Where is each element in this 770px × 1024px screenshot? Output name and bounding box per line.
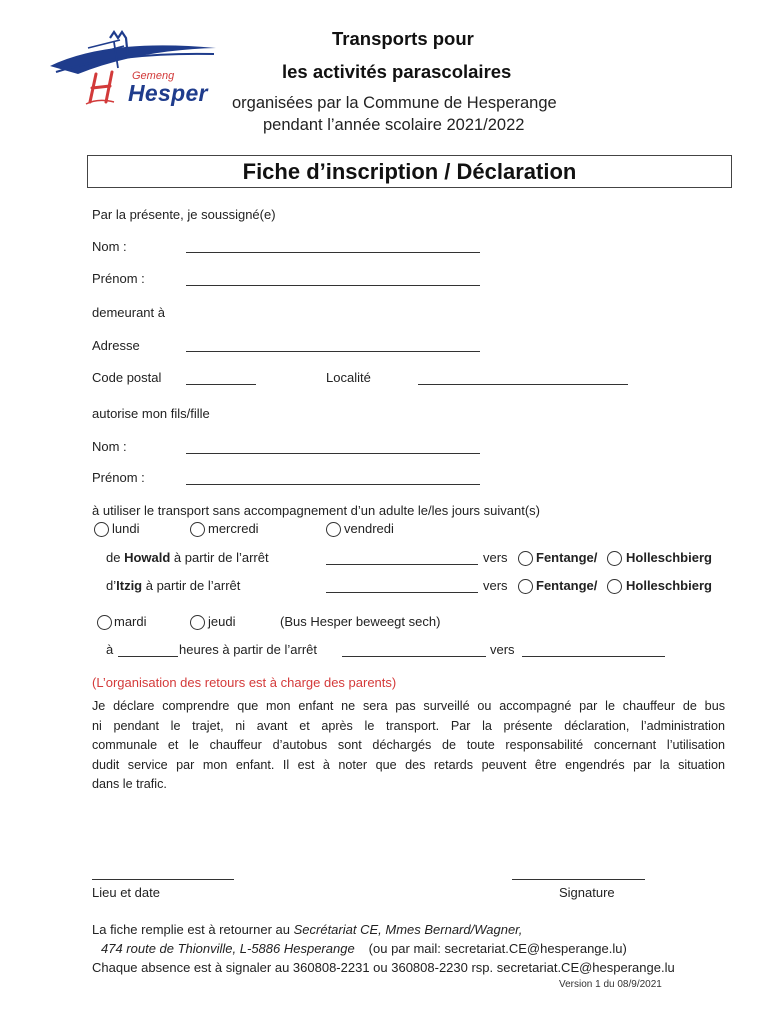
radio-jeudi[interactable] <box>190 615 205 630</box>
declarant-prenom-field[interactable] <box>186 285 480 286</box>
heures-field[interactable] <box>118 656 178 657</box>
declaration-line: Je déclare comprendre que mon enfant ne sera pas surveillé ou accompagné par le chauffeur de bus <box>92 699 725 713</box>
radio-mercredi[interactable] <box>190 522 205 537</box>
child-nom-label: Nom : <box>92 439 127 454</box>
howald-fentange-label: Fentange/ <box>536 550 598 565</box>
itzig-holleschbierg-label: Holleschbierg <box>626 578 712 593</box>
itzig-fentange-label: Fentange/ <box>536 578 598 593</box>
declarant-nom-label: Nom : <box>92 239 127 254</box>
header-sub-line2: pendant l’année scolaire 2021/2022 <box>263 116 525 134</box>
declaration-line: communale et le chauffeur d’autobus sont déchargés de toute responsabilité concernant l’utilisation <box>92 738 725 752</box>
child-nom-field[interactable] <box>186 453 480 454</box>
radio-howald-fentange[interactable] <box>518 551 533 566</box>
footer-line2: 474 route de Thionville, L-5886 Hesperange (ou par mail: secretariat.CE@hesperange.lu) <box>101 941 627 956</box>
footer-line1: La fiche remplie est à retourner au Secrétariat CE, Mmes Bernard/Wagner, <box>92 922 523 937</box>
logo-big-text: Hesper <box>128 80 208 106</box>
code-postal-label: Code postal <box>92 370 162 385</box>
child-prenom-field[interactable] <box>186 484 480 485</box>
itzig-vers: vers <box>483 578 508 593</box>
declaration-line: ni pendant le trajet, ni avant et après le transport. Par la présente déclaration, l’administration <box>92 718 725 733</box>
code-postal-field[interactable] <box>186 384 256 385</box>
footer-line3: Chaque absence est à signaler au 360808-2231 ou 360808-2230 rsp. secretariat.CE@hesperange.lu <box>92 960 675 975</box>
form-title: Fiche d’inscription / Déclaration <box>87 155 732 188</box>
lieu-date-label: Lieu et date <box>92 885 160 900</box>
child-intro: autorise mon fils/fille <box>92 406 210 421</box>
heures-a: à <box>106 642 114 657</box>
signature-label: Signature <box>559 885 615 900</box>
header-title-line1: Transports pour <box>332 28 474 49</box>
label-vendredi: vendredi <box>344 521 394 536</box>
itzig-label: d’Itzig à partir de l’arrêt <box>106 578 241 593</box>
localite-field[interactable] <box>418 384 628 385</box>
howald-label: de Howald à partir de l’arrêt <box>106 550 269 565</box>
label-lundi: lundi <box>112 521 140 536</box>
declarant-adresse-field[interactable] <box>186 351 480 352</box>
radio-mardi[interactable] <box>97 615 112 630</box>
notice-retours: (L’organisation des retours est à charge des parents) <box>92 675 397 690</box>
heures-mid-text: heures à partir de l’arrêt <box>179 642 318 657</box>
radio-itzig-fentange[interactable] <box>518 579 533 594</box>
declaration-paragraph <box>92 697 725 795</box>
radio-howald-holleschbierg[interactable] <box>607 551 622 566</box>
heures-vers: vers <box>490 642 515 657</box>
heures-stop-field[interactable] <box>342 656 486 657</box>
radio-vendredi[interactable] <box>326 522 341 537</box>
radio-itzig-holleschbierg[interactable] <box>607 579 622 594</box>
logo-small-text: Gemeng <box>132 70 175 82</box>
localite-label: Localité <box>326 370 371 385</box>
howald-stop-field[interactable] <box>326 564 478 565</box>
header-title-line2: les activités parascolaires <box>282 61 512 82</box>
radio-lundi[interactable] <box>94 522 109 537</box>
header-sub-line1: organisées par la Commune de Hesperange <box>232 94 557 112</box>
declarant-intro: Par la présente, je soussigné(e) <box>92 207 276 222</box>
version-text: Version 1 du 08/9/2021 <box>559 979 662 990</box>
declaration-line: dans le trafic. <box>92 777 167 791</box>
declarant-prenom-label: Prénom : <box>92 271 145 286</box>
lieu-date-field[interactable] <box>92 879 234 880</box>
declarant-demeurant-label: demeurant à <box>92 305 165 320</box>
howald-vers: vers <box>483 550 508 565</box>
transport-intro: à utiliser le transport sans accompagnement d’un adulte le/les jours suivant(s) <box>92 503 541 518</box>
declarant-adresse-label: Adresse <box>92 338 140 353</box>
itzig-stop-field[interactable] <box>326 592 478 593</box>
heures-dest-field[interactable] <box>522 656 665 657</box>
howald-holleschbierg-label: Holleschbierg <box>626 550 712 565</box>
label-jeudi: jeudi <box>208 614 236 629</box>
label-mercredi: mercredi <box>208 521 259 536</box>
bus-note: (Bus Hesper beweegt sech) <box>280 614 441 629</box>
child-prenom-label: Prénom : <box>92 470 145 485</box>
signature-field[interactable] <box>512 879 645 880</box>
declaration-line: dudit service par mon enfant. Il est à noter que des retards peuvent être engendrés par la situation <box>92 757 725 772</box>
label-mardi: mardi <box>114 614 147 629</box>
declarant-nom-field[interactable] <box>186 252 480 253</box>
